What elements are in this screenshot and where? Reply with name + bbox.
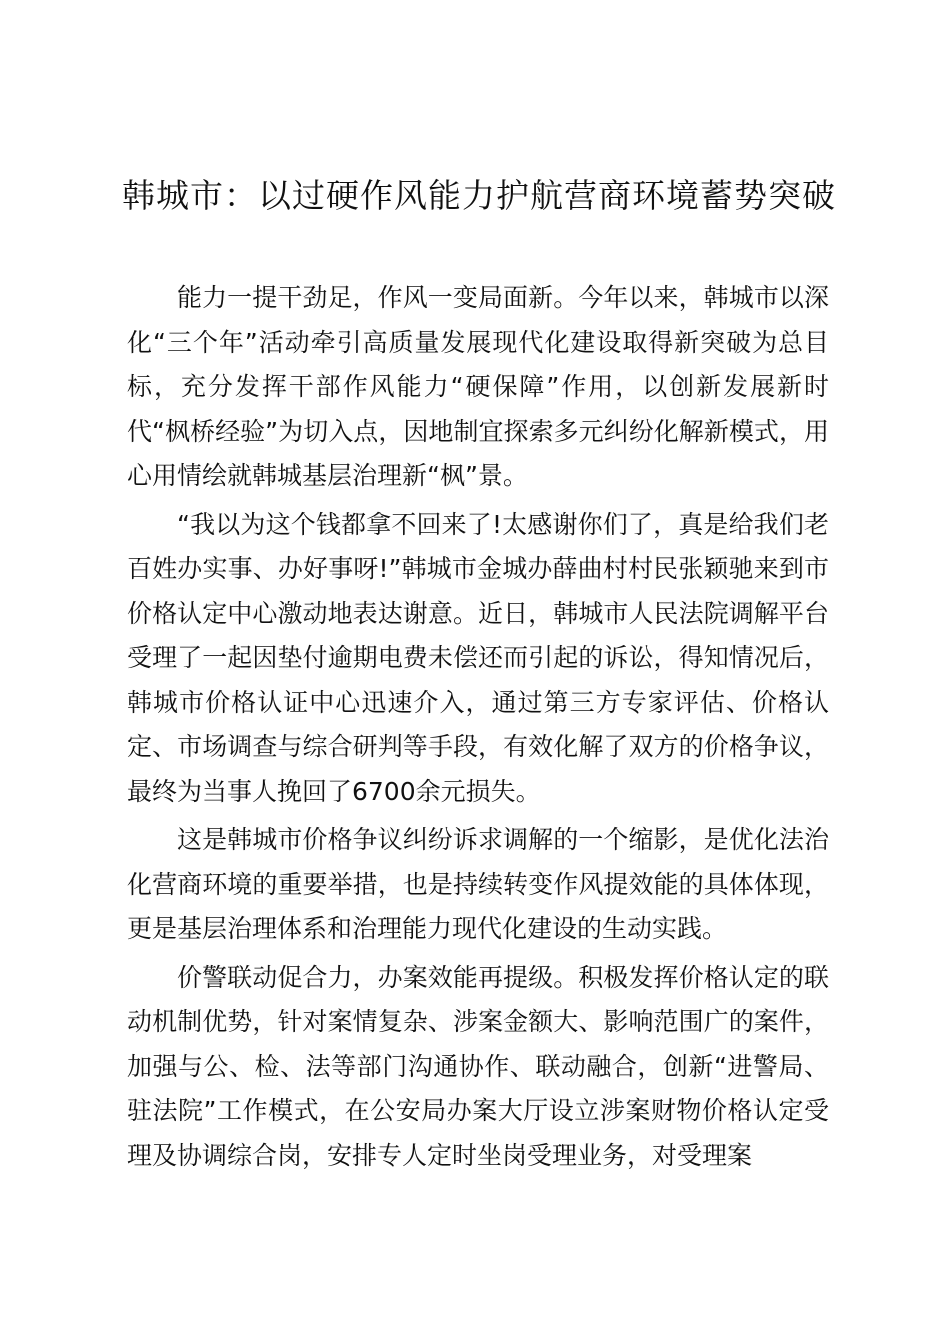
paragraph-case-story: “我以为这个钱都拿不回来了!太感谢你们了，真是给我们老百姓办实事、办好事呀!”韩城市金城办薛曲村村民张颖驰来到市价格认定中心激动地表达谢意。近日，韩城市人民法院调解平台受理了一起因垫付逾期电费未偿还而引起的诉讼，得知情况后，韩城市价格认证中心迅速介入，通过第三方专家评估、价格认定、市场调查与综合研判等手段，有效化解了双方的价格争议，最终为当事人挽回了6700余元损失。 [127,509,829,806]
document-title: 韩城市：以过硬作风能力护航营商环境蓄势突破 [122,176,836,215]
paragraph-linkage: 价警联动促合力，办案效能再提级。积极发挥价格认定的联动机制优势，针对案情复杂、涉案金额大、影响范围广的案件，加强与公、检、法等部门沟通协作、联动融合，创新“进警局、驻法院”工作模式，在公安局办案大厅设立涉案财物价格认定受理及协调综合岗，安排专人定时坐岗受理业务，对受理案 [127,962,829,1170]
paragraph-intro: 能力一提干劲足，作风一变局面新。今年以来，韩城市以深化“三个年”活动牵引高质量发展现代化建设取得新突破为总目标，充分发挥干部作风能力“硬保障”作用，以创新发展新时代“枫桥经验”为切入点，因地制宜探索多元纠纷化解新模式，用心用情绘就韩城基层治理新“枫”景。 [127,283,829,490]
document-body [127,276,829,1182]
paragraph-summary: 这是韩城市价格争议纠纷诉求调解的一个缩影，是优化法治化营商环境的重要举措，也是持续转变作风提效能的具体体现，更是基层治理体系和治理能力现代化建设的生动实践。 [127,825,829,943]
